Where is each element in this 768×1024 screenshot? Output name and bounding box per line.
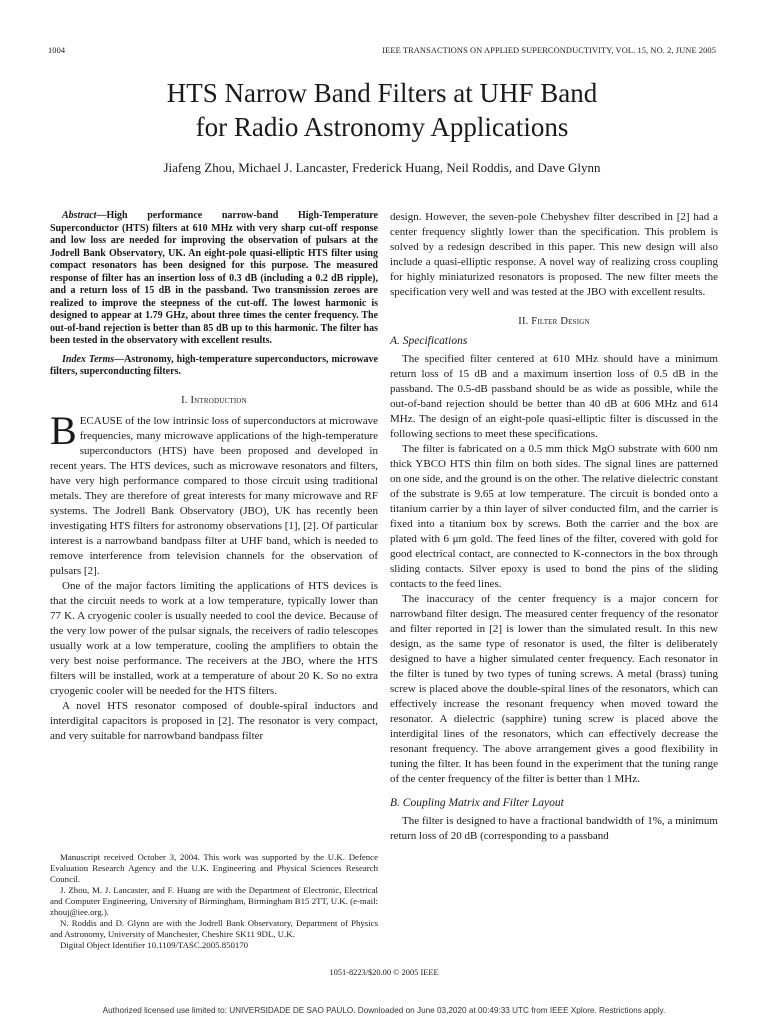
section-title: Introduction (190, 394, 247, 406)
author-list: Jiafeng Zhou, Michael J. Lancaster, Frederick Huang, Neil Roddis, and Dave Glynn (163, 160, 601, 175)
section-numeral: I. (181, 394, 188, 406)
intro-continuation: design. However, the seven-pole Chebyshev filter described in [2] had a center frequency slightly lower than the specification. This problem is solved by a redesign described in this paper. This new design will also include a quasi-elliptic response. A novel way of realizing cross coupling for highly miniaturized resonators is proposed. The new filter meets the specification very well and was tested at the JBO with excellent results. (390, 211, 718, 298)
footnote-affiliation-jodrell: N. Roddis and D. Glynn are with the Jodrell Bank Observatory, Department of Physics and Astronomy, University of Manchester, Cheshire SK11 9DL, U.K. (50, 918, 378, 939)
specifications-paragraph-1: The specified filter centered at 610 MHz should have a minimum return loss of 15 dB and a maximum insertion loss of 0.5 dB in the passband. The 0.5-dB passband should be as wide as possible, while the out-of-band rejection should be better than 40 dB at 606 MHz and 614 MHz. The design of an eight-pole quasi-elliptic filter is discussed in the following sections to meet these specifications. (390, 353, 718, 440)
intro-paragraph-3: A novel HTS resonator composed of double-spiral inductors and interdigital capacitors is proposed in [2]. The resonator is very compact, and very suitable for narrowband bandpass filter (50, 699, 378, 742)
license-notice: Authorized licensed use limited to: UNIVERSIDADE DE SAO PAULO. Downloaded on June 03,2020 at 00:49:33 UTC from IEEE Xplore. Restrictions apply. (102, 1006, 666, 1015)
section-title: Filter Design (531, 316, 590, 327)
intro-paragraph-2: One of the major factors limiting the applications of HTS devices is that the circuit needs to work at a low temperature, typically lower than 77 K. A cryogenic cooler is usually needed to cool the device. Because of the very low power of the pulsar signals, the receivers of radio telescopes usually work at a low temperature, cooling the amplifiers to obtain the very best noise performance. The receivers at the JBO, where the HTS filters will be installed, work at a temperature of about 20 K. So no extra cryogenic cooler will be needed for the HTS filters. (50, 579, 378, 697)
page-number: 1004 (48, 46, 66, 55)
section-heading-introduction (50, 395, 378, 406)
specifications-paragraph-2: The filter is fabricated on a 0.5 mm thick MgO substrate with 600 nm thick YBCO HTS thin film on both sides. The signal lines are patterned on one side, and the ground is on the other. The relative dielectric constant of the substrate is 9.65 at low temperature. The circuit is bonded onto a titanium carrier by a thin layer of silver conducted film, and the carrier is fixed into a titanium box by screws. Both the carrier and the box are plated with 6 μm gold. The feed lines of the filter, covered with gold for good electrical contact, are connected to K-connectors in the box through sliding contacts. Silver epoxy is used to bond the pins of the sliding contacts to the feed lines. (390, 443, 718, 590)
title-line-2: for Radio Astronomy Applications (195, 112, 569, 142)
left-column (50, 210, 378, 744)
intro-paragraph-1-text: ECAUSE of the low intrinsic loss of superconductors at microwave frequencies, many microwave applications of the high-temperature superconductors (HTS) have been proposed and developed in recent years. The HTS devices, such as microwave resonators and filters, have very high performance compared to those circuit using traditional metals. They are therefore of great interests for many microwave and RF systems. The Jodrell Bank Observatory (JBO), UK has recently been investigating HTS filters for astronomy observations [1], [2]. Of particular interest is a narrowband bandpass filter at UHF band, which is needed to remove interference from television channels for the observation of pulsars [2]. (50, 414, 378, 577)
coupling-paragraph-1: The filter is designed to have a fractional bandwidth of 1%, a minimum return loss of 20 dB (corresponding to a passband (390, 815, 718, 842)
footnote-affiliation-birmingham: J. Zhou, M. J. Lancaster, and F. Huang are with the Department of Electronic, Electrical and Computer Engineering, University of Birmingham, Birmingham B15 2TT, U.K. (e-mail: zhouj@iee.org.). (50, 885, 378, 917)
index-terms-text: —Astronomy, high-temperature superconductors, microwave filters, superconducting filters. (50, 353, 378, 377)
abstract-text: —High performance narrow-band High-Temperature Superconductor (HTS) filters at 610 MHz with very sharp cut-off response and low loss are needed for improving the observation of pulsars at the Jodrell Bank Observatory, UK. An eight-pole quasi-elliptic HTS filter using compact resonators has been designed for this purpose. The measured response of filter has an insertion loss of 0.3 dB (including a 0.2 dB ripple), and a return loss of 15 dB in the passband. Two transmission zeroes are realized to improve the steepness of the cut-off. The lowest harmonic is designed to appear at 1.79 GHz, about three times the center frequency. The out-of-band rejection is better than 85 dB up to this harmonic. The filter has been tested in the observatory with excellent results. (50, 210, 378, 346)
index-terms-lead: Index Terms (62, 353, 115, 365)
intro-paragraph-1 (50, 407, 378, 579)
abstract (50, 210, 378, 348)
specifications-paragraph-3: The inaccuracy of the center frequency is a major concern for narrowband filter design. The measured center frequency of the resonator and filter reported in [2] is lower than the simulated result. In this new design, as the same type of resonator is used, the filter is deliberately designed to have a higher simulated center frequency. Each resonator in the filter is tuned by two types of tuning screws. A metal (brass) tuning screw is placed above the double-spiral lines of the resonators, which can effectively increase the resonant frequency when moved toward the resonator. A dielectric (sapphire) tuning screw is placed above the interdigital lines of the resonators, which can effectively decrease the resonant frequency. The above arrangement gives a good flexibility in tuning the filter. It has been found in the experiment that the tuning range of the center frequency of the filter is better than 1 MHz. (390, 593, 718, 785)
subsection-heading-coupling-matrix: B. Coupling Matrix and Filter Layout (390, 797, 564, 809)
index-terms (50, 354, 378, 379)
section-heading-filter-design (390, 316, 718, 327)
footnotes (50, 852, 378, 951)
paper-title (48, 76, 716, 144)
footnote-manuscript: Manuscript received October 3, 2004. This work was supported by the U.K. Defence Evaluation Research Agency and the U.K. Engineering and Physical Sciences Research Council. (50, 852, 378, 884)
journal-header: IEEE TRANSACTIONS ON APPLIED SUPERCONDUCTIVITY, VOL. 15, NO. 2, JUNE 2005 (382, 46, 716, 55)
abstract-lead: Abstract (62, 210, 97, 221)
drop-cap: B (50, 407, 77, 453)
footnote-doi: Digital Object Identifier 10.1109/TASC.2005.850170 (60, 940, 249, 950)
title-line-1: HTS Narrow Band Filters at UHF Band (166, 78, 598, 108)
publication-code: 1051-8223/$20.00 © 2005 IEEE (329, 968, 439, 977)
subsection-heading-specifications: A. Specifications (390, 335, 468, 347)
right-column (390, 210, 718, 844)
section-numeral: II. (518, 316, 529, 327)
